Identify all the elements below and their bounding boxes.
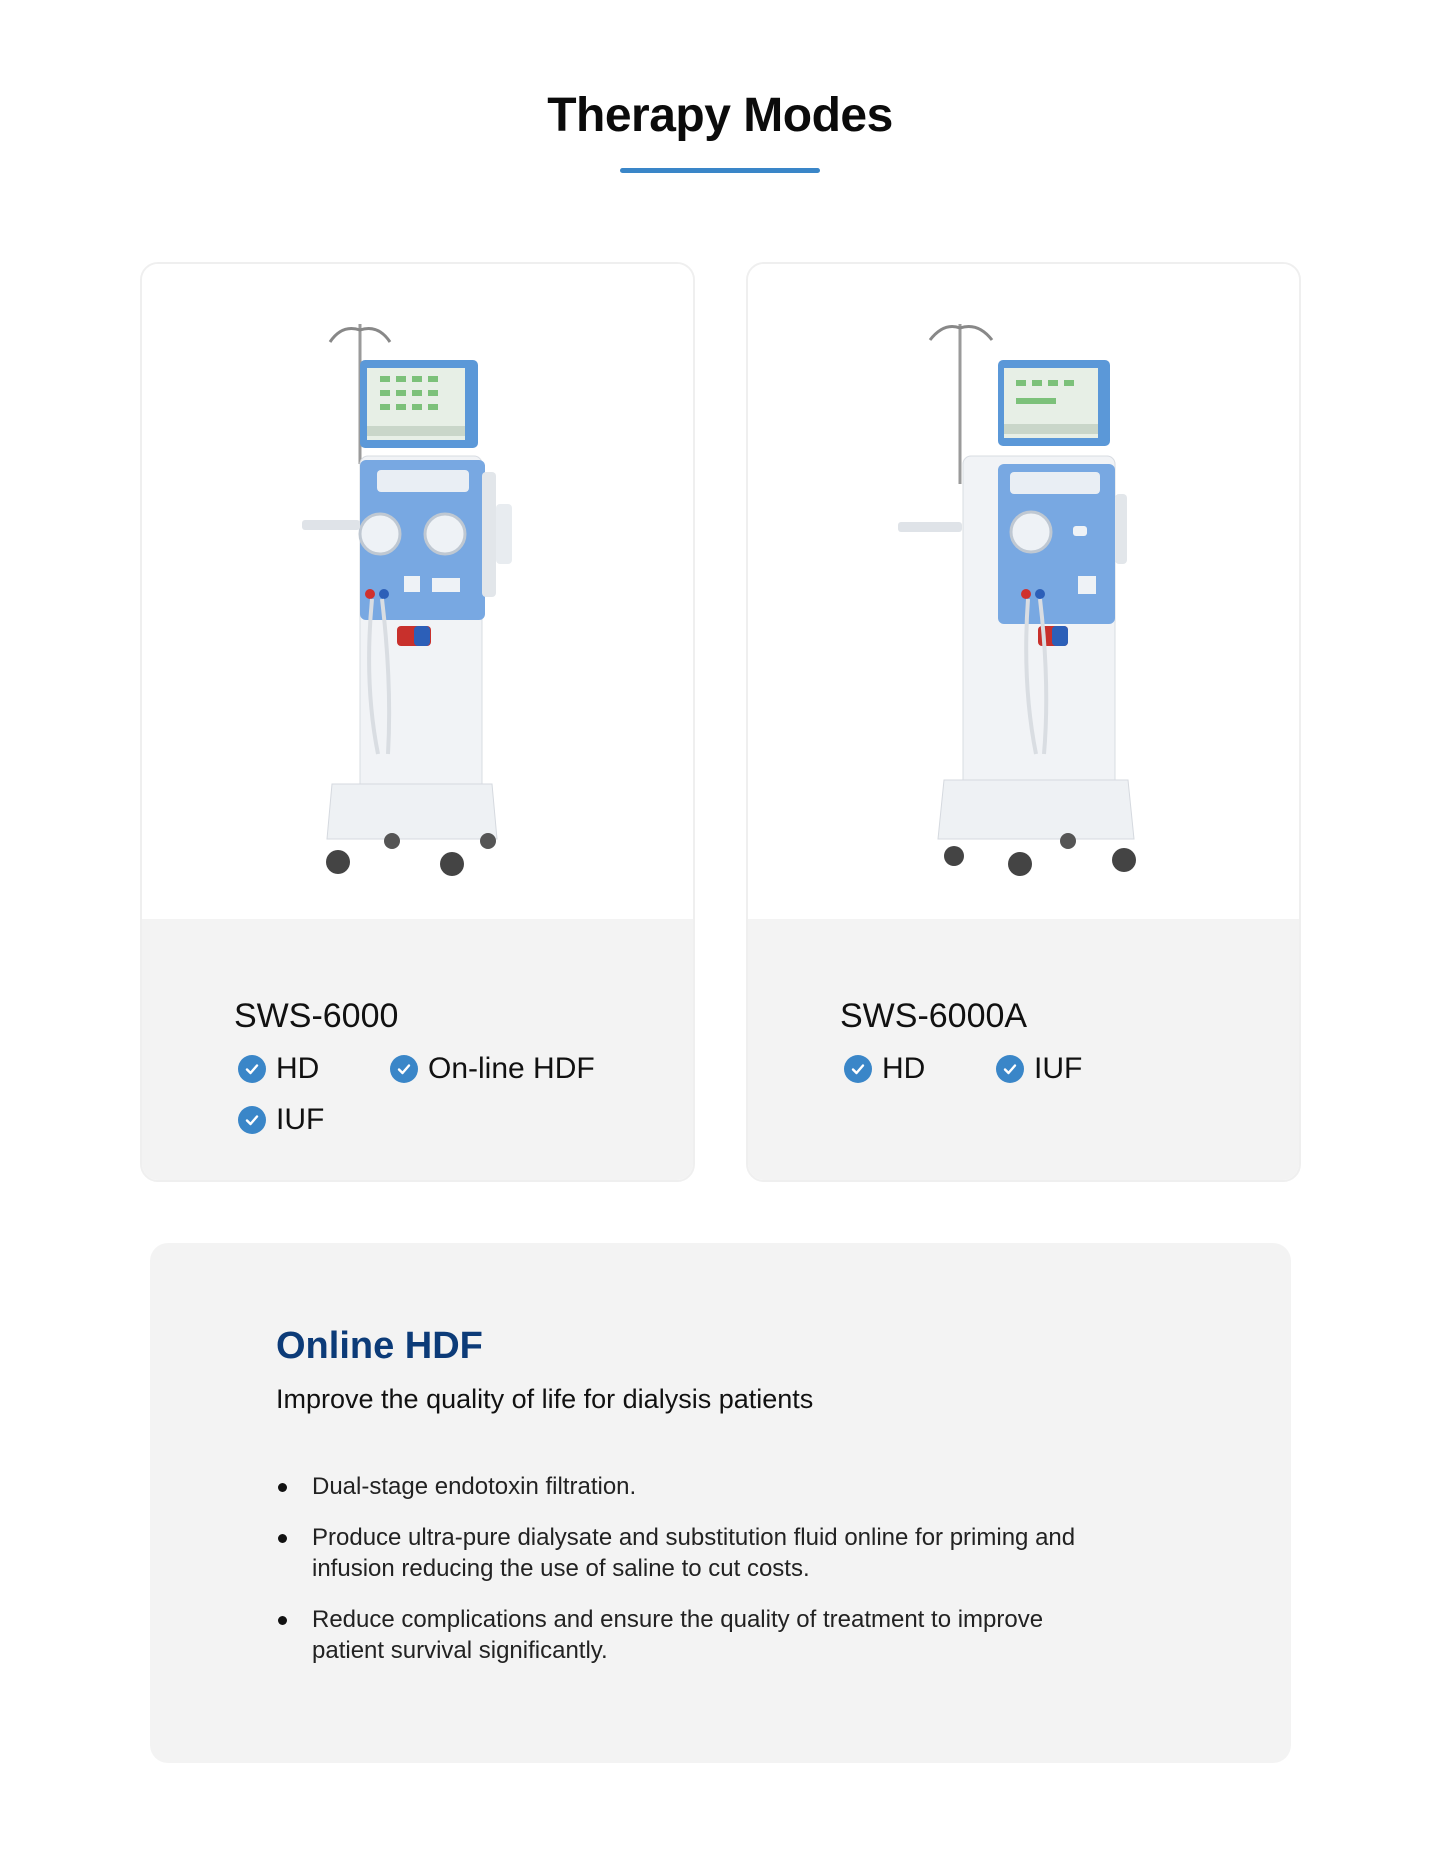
online-hdf-panel [150,1243,1291,1763]
product-info-sws-6000 [142,919,693,1182]
mode-item-iuf [238,1103,324,1137]
feature-bullet-text: Reduce complications and ensure the quality of treatment to improve patient survival significantly. [312,1606,1044,1664]
feature-bullet [276,1604,1096,1666]
title-underline [620,168,820,173]
check-circle-icon [238,1106,266,1134]
mode-label: HD [882,1052,926,1085]
feature-bullet [276,1471,1096,1502]
feature-bullet-text: Produce ultra-pure dialysate and substitution fluid online for priming and infusion reducing the use of saline to cut costs. [312,1524,1076,1582]
mode-label: IUF [276,1103,325,1136]
page-title: Therapy Modes [547,89,893,142]
feature-bullet-text: Dual-stage endotoxin filtration. [312,1473,637,1500]
product-image-sws-6000 [142,264,693,919]
product-card-sws-6000a[interactable] [746,262,1301,1182]
model-name: SWS-6000A [840,997,1028,1035]
model-name: SWS-6000 [234,997,399,1035]
mode-item-hd [238,1052,319,1086]
bullet-dot-icon [278,1483,287,1492]
feature-title: Online HDF [276,1325,483,1367]
mode-label: On-line HDF [428,1052,595,1085]
mode-item-iuf [996,1052,1082,1086]
check-circle-icon [844,1055,872,1083]
mode-item-hd [844,1052,925,1086]
feature-bullet [276,1522,1096,1584]
bullet-dot-icon [278,1616,287,1625]
product-card-sws-6000[interactable] [140,262,695,1182]
product-info-sws-6000a [748,919,1299,1182]
mode-label: IUF [1034,1052,1083,1085]
mode-label: HD [276,1052,320,1085]
feature-bullet-list [276,1471,1096,1686]
check-circle-icon [238,1055,266,1083]
bullet-dot-icon [278,1534,287,1543]
mode-item-online-hdf [390,1052,595,1086]
feature-subtitle: Improve the quality of life for dialysis patients [276,1384,814,1414]
product-image-sws-6000a [748,264,1299,919]
check-circle-icon [996,1055,1024,1083]
check-circle-icon [390,1055,418,1083]
